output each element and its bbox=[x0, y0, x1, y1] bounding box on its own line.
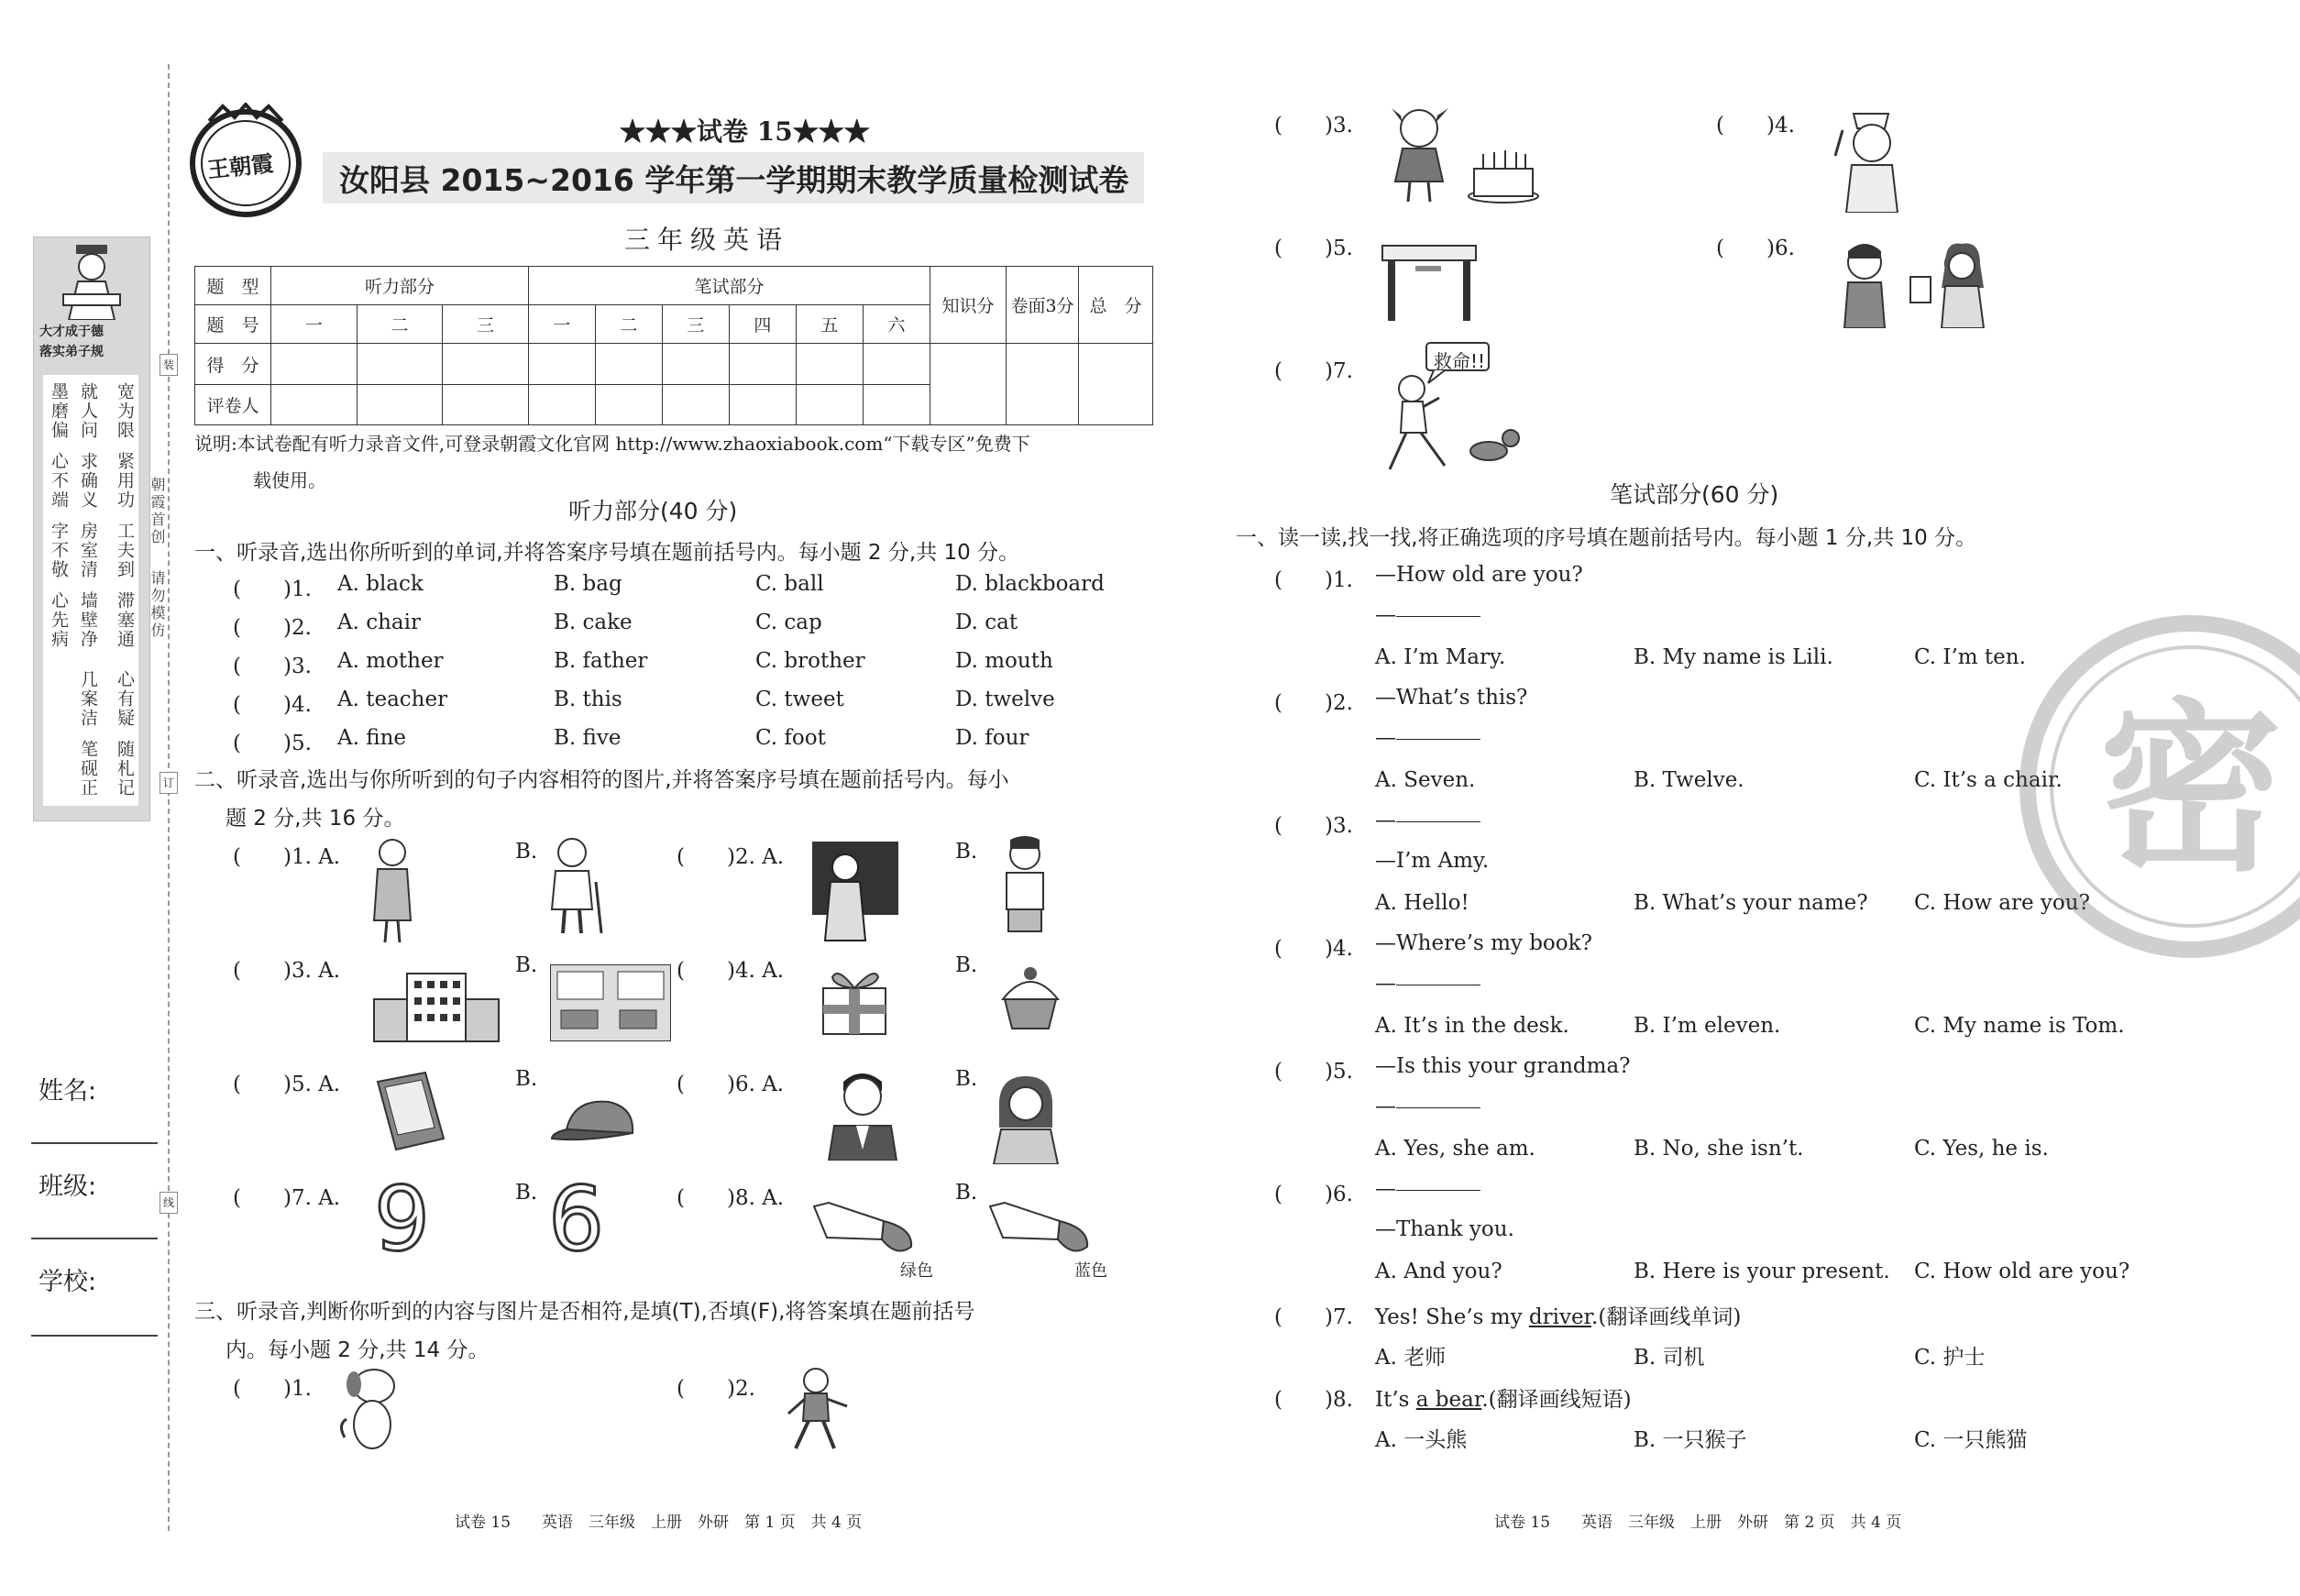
option: B. bbox=[515, 1067, 538, 1091]
name-field[interactable] bbox=[31, 1142, 158, 1144]
score-cell[interactable] bbox=[528, 344, 595, 384]
question-number[interactable]: ( )1. bbox=[233, 1377, 312, 1401]
score-table bbox=[194, 266, 1153, 425]
table-cell: 一 bbox=[271, 305, 358, 344]
motto-col: 字不敬 bbox=[49, 522, 69, 579]
question-number[interactable]: ( )7. bbox=[1274, 1305, 1353, 1329]
motto-col: 心先病 bbox=[49, 591, 69, 649]
birthday-cake-picture bbox=[1467, 147, 1540, 204]
score-cell[interactable] bbox=[930, 344, 1007, 425]
question-number[interactable]: ( )4. bbox=[233, 693, 312, 717]
score-cell[interactable] bbox=[796, 384, 863, 424]
option: D. mouth bbox=[955, 649, 1053, 673]
question-number[interactable]: ( )2. bbox=[677, 1377, 755, 1401]
option: B. No, she isn’t. bbox=[1634, 1137, 1804, 1161]
option: C. How are you? bbox=[1914, 891, 2090, 915]
section-instruction: 一、听录音,选出你所听到的单词,并将答案序号填在题前括号内。每小题 2 分,共 10 分。 bbox=[194, 541, 1020, 565]
question-text: Yes! She’s my bbox=[1375, 1305, 1529, 1329]
motto-col: 宽为限 bbox=[115, 382, 135, 440]
option: B. cake bbox=[554, 611, 633, 634]
cap-picture bbox=[548, 1096, 644, 1151]
girl-picture bbox=[1382, 103, 1465, 204]
dialog-dash: — bbox=[1375, 1177, 1396, 1201]
question-line: —What’s this? bbox=[1375, 686, 1528, 710]
option: B. What’s your name? bbox=[1634, 891, 1868, 915]
note-text: 载使用。 bbox=[253, 469, 326, 491]
table-cell: 三 bbox=[662, 305, 729, 344]
answer-line bbox=[1375, 1095, 1480, 1118]
option: B. bbox=[955, 953, 978, 977]
option: B. bag bbox=[554, 572, 622, 596]
question-number[interactable]: ( )8. bbox=[1274, 1388, 1353, 1412]
table-cell: 评卷人 bbox=[195, 384, 271, 424]
option: B. 司机 bbox=[1634, 1346, 1705, 1370]
section-instruction: 二、听录音,选出与你所听到的句子内容相符的图片,并将答案序号填在题前括号内。每小 bbox=[194, 768, 1009, 792]
class-field[interactable] bbox=[31, 1238, 158, 1239]
man-picture bbox=[825, 1065, 900, 1161]
answer-line bbox=[1375, 726, 1480, 750]
question-number[interactable]: ( )3. bbox=[1274, 814, 1353, 838]
option: A. teacher bbox=[337, 688, 448, 711]
score-cell[interactable] bbox=[357, 344, 443, 384]
option: B. father bbox=[554, 649, 648, 673]
table-cell: 总 分 bbox=[1079, 267, 1153, 344]
question-number[interactable]: ( )5. bbox=[233, 732, 312, 755]
underlined-word: driver bbox=[1528, 1305, 1592, 1329]
question-number[interactable]: ( )3. A. bbox=[233, 959, 341, 983]
woman-picture bbox=[988, 1073, 1063, 1164]
number-six: 6 bbox=[548, 1168, 605, 1271]
old-woman-picture bbox=[367, 836, 418, 946]
answer-blank[interactable] bbox=[1396, 1106, 1480, 1108]
option: C. foot bbox=[755, 726, 826, 750]
option: C. My name is Tom. bbox=[1914, 1014, 2125, 1038]
motto-col: 紧用功 bbox=[115, 452, 135, 510]
confidential-stamp bbox=[2017, 612, 2300, 961]
motto-col: 笔砚正 bbox=[78, 740, 98, 798]
walking-boy-picture bbox=[777, 1366, 851, 1454]
question-number[interactable]: ( )2. bbox=[1274, 691, 1353, 715]
option: D. cat bbox=[955, 611, 1018, 634]
option: B. bbox=[955, 840, 978, 864]
green-caption: 绿色 bbox=[900, 1261, 933, 1281]
question-line: —Is this your grandma? bbox=[1375, 1054, 1631, 1078]
question-line: —I’m Amy. bbox=[1375, 849, 1490, 873]
footer-left: 试卷 15 英语 三年级 上册 外研 第 1 页 共 4 页 bbox=[455, 1513, 863, 1532]
question-number[interactable]: ( )4. A. bbox=[677, 959, 785, 983]
question-number[interactable]: ( )5. bbox=[1274, 1060, 1353, 1084]
question-number[interactable]: ( )3. bbox=[233, 655, 312, 678]
table-cell: 笔试部分 bbox=[528, 267, 930, 305]
green-paint-tube-picture bbox=[810, 1201, 917, 1258]
number-nine: 9 bbox=[374, 1168, 431, 1271]
motto-col: 墨磨偏 bbox=[49, 382, 69, 440]
blue-paint-tube-picture bbox=[986, 1201, 1093, 1258]
question-text: .(翻译画线短语) bbox=[1481, 1388, 1632, 1412]
binding-tag: 装 bbox=[160, 354, 178, 376]
motto-top2: 落实弟子规 bbox=[39, 345, 104, 359]
question-line: —How old are you? bbox=[1375, 563, 1583, 587]
motto-col: 求确义 bbox=[78, 452, 98, 510]
question-number[interactable]: ( )2. A. bbox=[677, 845, 785, 869]
speech-bubble-text: 救命!! bbox=[1434, 350, 1486, 372]
option: C. 护士 bbox=[1914, 1346, 1986, 1370]
listening-heading: 听力部分(40 分) bbox=[568, 498, 738, 524]
score-cell[interactable] bbox=[1079, 344, 1153, 425]
answer-line bbox=[1375, 972, 1480, 996]
dialog-dash: — bbox=[1375, 603, 1396, 627]
answer-line bbox=[1375, 1177, 1480, 1201]
table-cell: 题 型 bbox=[195, 267, 271, 305]
classroom-picture bbox=[550, 964, 671, 1041]
class-label: 班级: bbox=[39, 1172, 97, 1201]
motto-col: 几案洁 bbox=[78, 670, 98, 728]
binding-tag: 线 bbox=[160, 1192, 178, 1214]
motto-col: 房室清 bbox=[78, 522, 98, 579]
option: C. Yes, he is. bbox=[1914, 1137, 2049, 1161]
binding-dash-line bbox=[168, 64, 170, 1531]
option: B. Twelve. bbox=[1634, 768, 1744, 792]
option: C. It’s a chair. bbox=[1914, 768, 2063, 792]
question-number[interactable]: ( )7. bbox=[1274, 359, 1353, 383]
option: A. chair bbox=[337, 611, 421, 634]
table-cell: 题 号 bbox=[195, 305, 271, 344]
motto-col: 工夫到 bbox=[115, 522, 135, 579]
nurse-picture bbox=[1830, 103, 1912, 213]
option: B. Here is your present. bbox=[1634, 1260, 1890, 1283]
option: B. 一只猴子 bbox=[1634, 1428, 1747, 1452]
note-text: 说明:本试卷配有听力录音文件,可登录朝霞文化官网 http://www.zhaoxiabook.com“下载专区”免费下 bbox=[194, 433, 1030, 455]
option: A. 一头熊 bbox=[1375, 1428, 1468, 1452]
table-cell: 六 bbox=[863, 305, 930, 344]
question-number[interactable]: ( )2. bbox=[233, 616, 312, 640]
warning-text: 朝霞首创 bbox=[149, 477, 166, 546]
blue-caption: 蓝色 bbox=[1074, 1261, 1107, 1281]
dialog-dash: — bbox=[1375, 1095, 1396, 1118]
section-instruction: 三、听录音,判断你听到的内容与图片是否相符,是填(T),否填(F),将答案填在题前括号 bbox=[194, 1300, 975, 1324]
school-building-picture bbox=[370, 964, 502, 1043]
answer-blank[interactable] bbox=[1396, 615, 1480, 617]
motto-col: 就人问 bbox=[78, 382, 98, 440]
page-title: 汝阳县 2015~2016 学年第一学期期末教学质量检测试卷 bbox=[339, 162, 1129, 198]
motto-col: 随札记 bbox=[115, 740, 135, 798]
option: A. Yes, she am. bbox=[1375, 1137, 1535, 1161]
option: B. bbox=[515, 1181, 538, 1205]
name-label: 姓名: bbox=[39, 1077, 97, 1106]
school-field[interactable] bbox=[31, 1335, 158, 1337]
answer-line bbox=[1375, 809, 1480, 832]
option: B. bbox=[955, 1067, 978, 1091]
dialog-dash: — bbox=[1375, 809, 1396, 832]
question-number[interactable]: ( )7. A. bbox=[233, 1186, 341, 1210]
table-cell: 三 bbox=[443, 305, 529, 344]
answer-blank[interactable] bbox=[1396, 820, 1480, 822]
option: C. tweet bbox=[755, 688, 844, 711]
score-cell[interactable] bbox=[271, 344, 358, 384]
question-number[interactable]: ( )5. bbox=[1274, 237, 1353, 260]
motto-col: 滞塞通 bbox=[115, 591, 135, 649]
brand-logo-text: 王朝霞 bbox=[205, 150, 275, 183]
table-cell: 二 bbox=[357, 305, 443, 344]
score-cell[interactable] bbox=[595, 384, 662, 424]
question-number[interactable]: ( )1. A. bbox=[233, 845, 341, 869]
section-instruction: 内。每小题 2 分,共 14 分。 bbox=[226, 1338, 490, 1362]
question-line: —Thank you. bbox=[1375, 1217, 1514, 1241]
question-line bbox=[1375, 1300, 1741, 1330]
section-instruction: 题 2 分,共 16 分。 bbox=[226, 807, 405, 831]
table-cell: 知识分 bbox=[930, 267, 1007, 344]
score-cell[interactable] bbox=[662, 344, 729, 384]
question-line: —Where’s my book? bbox=[1375, 931, 1592, 955]
giving-gift-picture bbox=[1833, 240, 1998, 328]
option: A. mother bbox=[337, 649, 444, 673]
score-cell[interactable] bbox=[729, 344, 796, 384]
motto-panel bbox=[33, 237, 150, 821]
option: A. And you? bbox=[1375, 1260, 1502, 1283]
table-cell: 一 bbox=[528, 305, 595, 344]
question-number[interactable]: ( )6. A. bbox=[677, 1073, 785, 1096]
option: A. It’s in the desk. bbox=[1375, 1014, 1569, 1038]
dialog-dash: — bbox=[1375, 726, 1396, 750]
score-cell[interactable] bbox=[796, 344, 863, 384]
desk-picture bbox=[1379, 240, 1480, 323]
answer-blank[interactable] bbox=[1396, 984, 1480, 985]
option: A. black bbox=[337, 572, 424, 596]
score-cell[interactable] bbox=[729, 384, 796, 424]
book-picture bbox=[372, 1069, 449, 1153]
option: B. bbox=[955, 1181, 978, 1205]
question-number[interactable]: ( )6. bbox=[1716, 237, 1795, 260]
option: C. How old are you? bbox=[1914, 1260, 2130, 1283]
option: C. cap bbox=[755, 611, 822, 634]
binding-tag: 订 bbox=[160, 772, 178, 794]
question-number[interactable]: ( )1. bbox=[233, 578, 312, 601]
score-cell[interactable] bbox=[662, 384, 729, 424]
option: C. brother bbox=[755, 649, 865, 673]
option: B. five bbox=[554, 726, 622, 750]
gift-box-picture bbox=[816, 964, 893, 1038]
score-cell[interactable] bbox=[595, 344, 662, 384]
warning-text: 请勿模仿 bbox=[149, 570, 166, 640]
answer-blank[interactable] bbox=[1396, 738, 1480, 740]
question-number[interactable]: ( )5. A. bbox=[233, 1073, 341, 1096]
option: B. this bbox=[554, 688, 622, 711]
table-cell: 四 bbox=[729, 305, 796, 344]
subject-title: 三年级英语 bbox=[624, 225, 790, 255]
motto-box bbox=[43, 375, 138, 806]
motto-col: 心不端 bbox=[49, 452, 69, 510]
score-cell[interactable] bbox=[1007, 344, 1079, 425]
score-cell[interactable] bbox=[357, 384, 443, 424]
option: A. 老师 bbox=[1375, 1346, 1447, 1370]
score-cell[interactable] bbox=[443, 384, 529, 424]
score-cell[interactable] bbox=[443, 344, 529, 384]
score-cell[interactable] bbox=[528, 384, 595, 424]
option: A. Seven. bbox=[1375, 768, 1476, 792]
question-number[interactable]: ( )6. bbox=[1274, 1183, 1353, 1206]
option: B. I’m eleven. bbox=[1634, 1014, 1781, 1038]
question-text: .(翻译画线单词) bbox=[1591, 1305, 1742, 1329]
option: A. fine bbox=[337, 726, 406, 750]
option: D. blackboard bbox=[955, 572, 1105, 596]
option: B. bbox=[515, 953, 538, 977]
score-cell[interactable] bbox=[863, 344, 930, 384]
question-line bbox=[1375, 1382, 1632, 1413]
question-number[interactable]: ( )4. bbox=[1716, 114, 1795, 138]
table-cell: 卷面3分 bbox=[1007, 267, 1079, 344]
score-cell[interactable] bbox=[271, 384, 358, 424]
dog-picture bbox=[337, 1364, 403, 1456]
boy-picture bbox=[996, 836, 1054, 941]
answer-blank[interactable] bbox=[1396, 1189, 1480, 1191]
option: C. 一只熊猫 bbox=[1914, 1428, 2028, 1452]
school-label: 学校: bbox=[39, 1268, 97, 1296]
motto-col: 心有疑 bbox=[115, 670, 135, 728]
option: D. four bbox=[955, 726, 1029, 750]
old-man-picture bbox=[543, 836, 607, 937]
option: C. I’m ten. bbox=[1914, 645, 2026, 669]
test-number: ★★★试卷 15★★★ bbox=[620, 116, 870, 147]
option: B. bbox=[515, 840, 538, 864]
question-text: It’s bbox=[1375, 1388, 1416, 1412]
scholar-icon bbox=[60, 243, 124, 320]
teacher-picture bbox=[812, 840, 898, 944]
section-instruction: 一、读一读,找一找,将正确选项的序号填在题前括号内。每小题 1 分,共 10 分。 bbox=[1236, 526, 1977, 550]
cupcake-picture bbox=[997, 964, 1063, 1030]
table-cell: 得 分 bbox=[195, 344, 271, 384]
dialog-dash: — bbox=[1375, 972, 1396, 996]
motto-top: 大才成于德 bbox=[39, 325, 104, 339]
question-number[interactable]: ( )4. bbox=[1274, 937, 1353, 961]
table-cell: 听力部分 bbox=[271, 267, 529, 305]
table-cell: 二 bbox=[595, 305, 662, 344]
question-number[interactable]: ( )8. A. bbox=[677, 1186, 785, 1210]
stamp-text: 密 bbox=[2098, 683, 2283, 897]
answer-line bbox=[1375, 603, 1480, 627]
option: C. ball bbox=[755, 572, 824, 596]
score-cell[interactable] bbox=[863, 384, 930, 424]
underlined-word: a bear bbox=[1415, 1388, 1482, 1412]
option: D. twelve bbox=[955, 688, 1055, 711]
question-number[interactable]: ( )3. bbox=[1274, 114, 1353, 138]
table-cell: 五 bbox=[796, 305, 863, 344]
option: A. I’m Mary. bbox=[1375, 645, 1506, 669]
option: B. My name is Lili. bbox=[1634, 645, 1833, 669]
option: A. Hello! bbox=[1375, 891, 1469, 915]
question-number[interactable]: ( )1. bbox=[1274, 568, 1353, 592]
motto-col: 墙壁净 bbox=[78, 591, 98, 649]
written-heading: 笔试部分(60 分) bbox=[1610, 481, 1779, 508]
footer-right: 试卷 15 英语 三年级 上册 外研 第 2 页 共 4 页 bbox=[1494, 1513, 1902, 1532]
